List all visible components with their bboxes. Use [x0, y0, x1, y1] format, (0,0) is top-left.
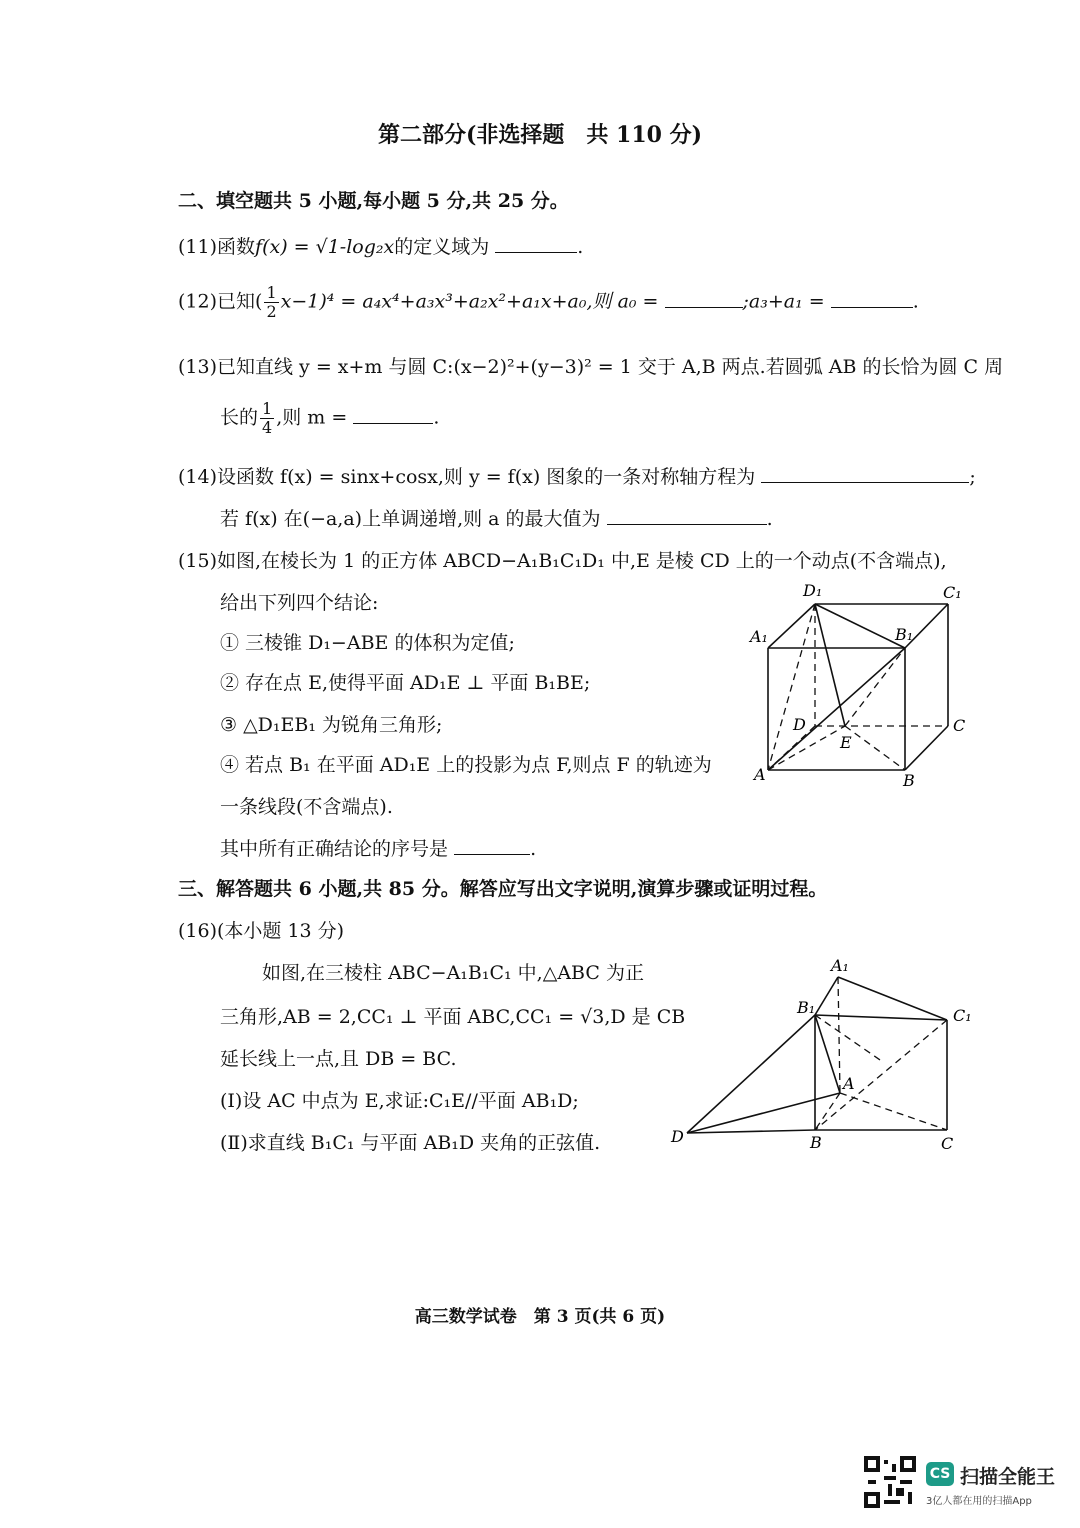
q14-line2: 若 f(x) 在(−a,a)上单调递增,则 a 的最大值为 — [220, 508, 601, 530]
q11-answer-blank[interactable] — [495, 234, 577, 253]
q12-frac-den: 2 — [266, 302, 277, 321]
cube-label-c1: C₁ — [943, 583, 962, 602]
q13-number: (13) — [178, 356, 218, 378]
cube-label-c: C — [953, 716, 966, 735]
prism-label-d: D — [671, 1127, 684, 1146]
q16-part-1: (Ⅰ)设 AC 中点为 E,求证:C₁E//平面 AB₁D; — [220, 1090, 579, 1112]
camscanner-name: 扫描全能王 — [960, 1466, 1056, 1488]
question-13-line-2: 长的 $\frac{1}{4}$ ,则 m = . — [220, 399, 440, 437]
cube-label-a: A — [754, 765, 766, 784]
q16-number: (16)(本小题 13 分) — [178, 920, 345, 942]
q14-answer-blank-1[interactable] — [761, 464, 969, 483]
q16-paragraph-2: 三角形,AB = 2,CC₁ ⊥ 平面 ABC,CC₁ = √3,D 是 CB — [220, 1006, 686, 1028]
prism-label-a1: A₁ — [831, 956, 849, 975]
q13-fraction — [260, 400, 274, 437]
q11-pre: 函数 — [217, 236, 256, 258]
q15-ask-text: 其中所有正确结论的序号是 — [220, 838, 449, 860]
prism-label-b: B — [810, 1133, 822, 1152]
q13-frac-num: 1 — [262, 399, 273, 418]
q15-answer-blank[interactable] — [454, 836, 530, 855]
question-12: (12)已知( $\frac{1}{2}$ x−1)⁴ = a₄x⁴+a₃x³+a₂x²+a₁x+a₀,则 a₀ = ;a₃+a₁ = . — [178, 283, 919, 321]
q15-line1: 如图,在棱长为 1 的正方体 ABCD−A₁B₁C₁D₁ 中,E 是棱 CD 上的一个动点(不含端点), — [217, 550, 947, 572]
question-14-line-1: (14)设函数 f(x) = sinx+cosx,则 y = f(x) 图象的一条对称轴方程为 ; — [178, 466, 976, 488]
q13-answer-blank[interactable] — [353, 405, 433, 424]
question-11: (11)函数f(x) = √1-log₂x的定义域为 . — [178, 236, 584, 258]
prism-label-c: C — [941, 1134, 954, 1153]
q15-conclusion-4: ④ 若点 B₁ 在平面 AD₁E 上的投影为点 F,则点 F 的轨迹为 — [220, 754, 712, 776]
q12-mid: ;a₃+a₁ = — [742, 290, 825, 313]
camscanner-logo: CS — [926, 1462, 954, 1486]
cube-label-e: E — [840, 733, 852, 752]
q16-part-2: (Ⅱ)求直线 B₁C₁ 与平面 AB₁D 夹角的正弦值. — [220, 1132, 601, 1154]
q13-line2-post: ,则 m = — [276, 406, 348, 429]
q12-frac-num: 1 — [266, 283, 277, 302]
cube-label-d: D — [793, 715, 806, 734]
page-title: 第二部分(非选择题 共 110 分) — [377, 122, 703, 148]
q14-line1: 设函数 f(x) = sinx+cosx,则 y = f(x) 图象的一条对称轴方程为 — [217, 466, 756, 488]
q11-post: 的定义域为 — [394, 236, 490, 258]
q12-answer-blank-1[interactable] — [665, 289, 743, 308]
q16-paragraph-1: 如图,在三棱柱 ABC−A₁B₁C₁ 中,△ABC 为正 — [262, 962, 644, 984]
q16-paragraph-3: 延长线上一点,且 DB = BC. — [220, 1048, 457, 1070]
prism-label-a: A — [843, 1074, 855, 1093]
q13-line1: 已知直线 y = x+m 与圆 C:(x−2)²+(y−3)² = 1 交于 A,B 两点.若圆弧 AB 的长恰为圆 C 周 — [217, 356, 1004, 378]
q15-number: (15) — [178, 550, 218, 572]
cube-label-d1: D₁ — [803, 581, 823, 600]
q13-line2-pre: 长的 — [220, 406, 259, 429]
q12-number: (12) — [178, 290, 218, 313]
q15-conclusion-2: ② 存在点 E,使得平面 AD₁E ⊥ 平面 B₁BE; — [220, 672, 591, 694]
q11-number: (11) — [178, 236, 218, 258]
section-2-heading: 二、填空题共 5 小题,每小题 5 分,共 25 分。 — [178, 190, 569, 212]
q15-conclusion-1: ① 三棱锥 D₁−ABE 的体积为定值; — [220, 632, 515, 654]
prism-label-b1: B₁ — [797, 998, 816, 1017]
q15-ask: 其中所有正确结论的序号是 . — [220, 838, 537, 860]
cube-label-b: B — [903, 771, 915, 790]
question-13-line-1 — [178, 352, 1003, 379]
page-footer: 高三数学试卷 第 3 页(共 6 页) — [414, 1307, 666, 1327]
q11-expr: f(x) = √1-log₂x — [255, 236, 395, 258]
q15-line-2: 给出下列四个结论: — [220, 592, 379, 614]
q13-frac-den: 4 — [262, 418, 273, 437]
cube-label-b1: B₁ — [895, 625, 914, 644]
q12-fraction — [264, 284, 278, 321]
q12-pre: 已知( — [217, 290, 263, 313]
question-14-line-2: 若 f(x) 在(−a,a)上单调递增,则 a 的最大值为 . — [220, 508, 773, 530]
prism-label-c1: C₁ — [953, 1006, 972, 1025]
section-3-heading: 三、解答题共 6 小题,共 85 分。解答应写出文字说明,演算步骤或证明过程。 — [178, 878, 828, 900]
cube-figure — [745, 578, 975, 793]
q12-expr: x−1)⁴ = a₄x⁴+a₃x³+a₂x²+a₁x+a₀,则 a₀ = — [280, 290, 659, 313]
camscanner-tagline: 3亿人都在用的扫描App — [926, 1496, 1032, 1507]
q14-answer-blank-2[interactable] — [607, 506, 767, 525]
q14-number: (14) — [178, 466, 218, 488]
question-15-line-1 — [178, 546, 947, 573]
q15-conclusion-3: ③ △D₁EB₁ 为锐角三角形; — [220, 714, 443, 736]
q12-answer-blank-2[interactable] — [831, 289, 913, 308]
prism-figure — [665, 955, 980, 1155]
cube-label-a1: A₁ — [750, 627, 768, 646]
q15-conclusion-4-cont: 一条线段(不含端点). — [220, 796, 393, 818]
qr-code-icon — [864, 1456, 916, 1508]
